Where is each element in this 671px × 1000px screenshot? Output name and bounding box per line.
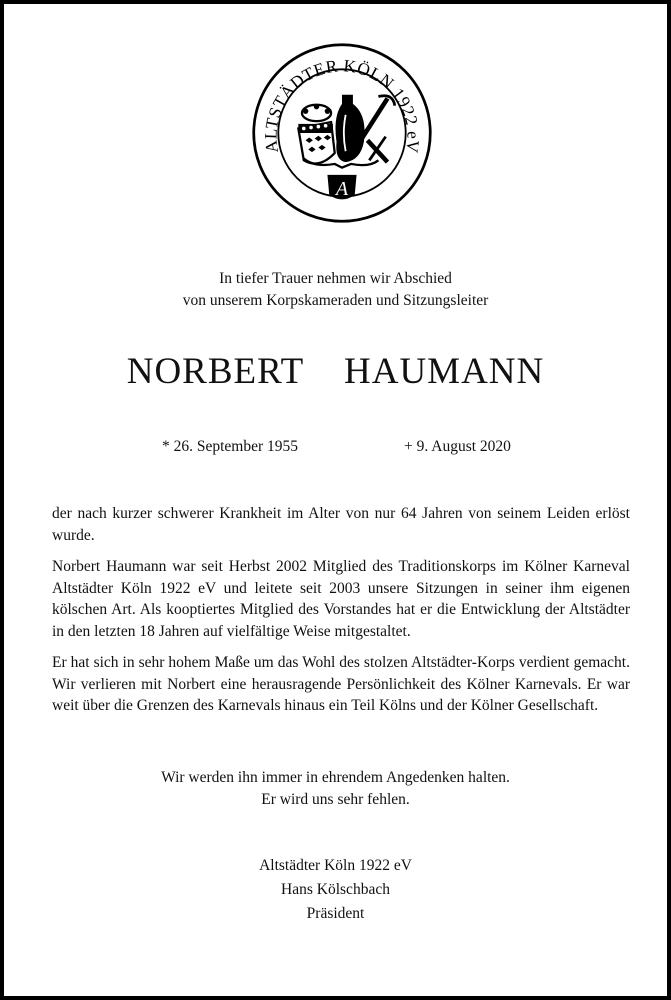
- logo-ring-text: ALTSTÄDTER KÖLN 1922 eV: [261, 56, 423, 155]
- obituary-body: [52, 503, 630, 727]
- club-logo: [251, 42, 433, 224]
- closing-line-2: Er wird uns sehr fehlen.: [261, 791, 410, 808]
- body-paragraph-1: der nach kurzer schwerer Krankheit im Alter von nur 64 Jahren von seinem Leiden erlöst wurde.: [52, 505, 630, 544]
- body-paragraph-2: Norbert Haumann war seit Herbst 2002 Mitglied des Traditionskorps im Kölner Karneval Altstädter Köln 1922 eV und leitete seit 2003 unsere Sitzungen in seiner ihm eigenen kölschen Art. Als kooptiertes Mitglied des Vorstandes hat er die Entwicklung der Altstädter in den letzten 18 Jahren auf vielfältige Weise mitgestaltet.: [52, 558, 630, 640]
- signature-role: Präsident: [306, 905, 365, 922]
- body-paragraph-3: Er hat sich in sehr hohem Maße um das Wohl des stolzen Altstädter-Korps verdient gemacht. Wir verlieren mit Norbert eine herausragende Persönlichkeit des Kölner Karnevals. Er war weit über die Grenzen des Karnevals hinaus ein Teil Kölns und der Kölner Gesellschaft.: [52, 654, 630, 714]
- signature-block: [4, 854, 667, 926]
- signature-person: Hans Kölschbach: [281, 881, 390, 898]
- intro-line-1: In tiefer Trauer nehmen wir Abschied: [219, 270, 452, 287]
- death-date: + 9. August 2020: [404, 438, 511, 455]
- deceased-name: NORBERT HAUMANN: [126, 351, 545, 392]
- intro-text: [4, 268, 667, 312]
- birth-date: * 26. September 1955: [162, 438, 299, 455]
- closing-line-1: Wir werden ihn immer in ehrendem Angedenken halten.: [161, 769, 510, 786]
- signature-org: Altstädter Köln 1922 eV: [259, 857, 412, 874]
- closing-text: [4, 767, 667, 811]
- intro-line-2: von unserem Korpskameraden und Sitzungsleiter: [182, 292, 489, 309]
- svg-text:A: A: [335, 177, 349, 200]
